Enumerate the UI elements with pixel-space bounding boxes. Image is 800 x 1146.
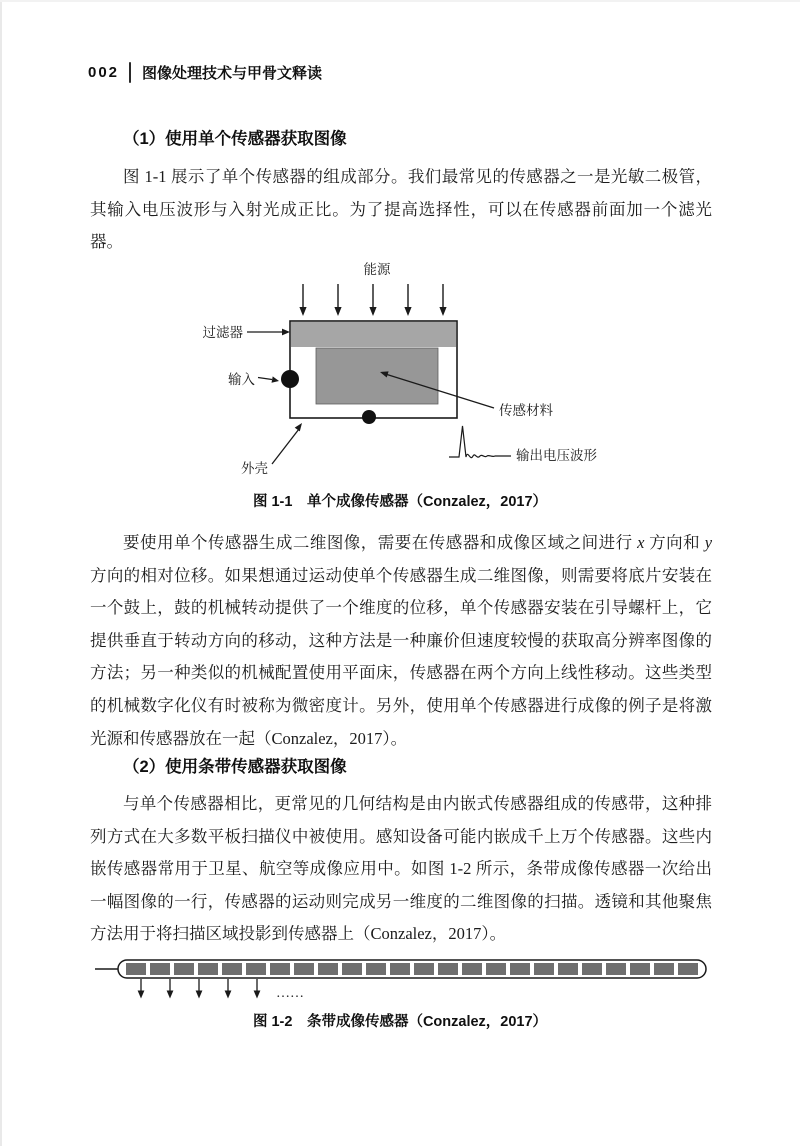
housing-label: 外壳	[241, 461, 268, 476]
paragraph-2	[90, 527, 712, 755]
sensing-material-rect	[316, 348, 438, 404]
strip-output-arrows	[138, 979, 261, 999]
page-number: 002	[88, 63, 120, 81]
variable-x: x	[637, 533, 645, 552]
variable-y: y	[704, 533, 713, 552]
paragraph-2-text-a: 要使用单个传感器生成二维图像，需要在传感器和成像区域之间进行	[123, 533, 638, 552]
figure-1-caption: 图 1-1 单个成像传感器（Conzalez，2017）	[252, 494, 548, 510]
output-waveform-label: 输出电压波形	[516, 448, 597, 463]
input-contact	[281, 370, 299, 388]
paragraph-2-text-b: 方向和	[644, 533, 705, 552]
sensing-material-label: 传感材料	[499, 403, 553, 418]
page-top-edge	[0, 0, 800, 2]
filter-label: 过滤器	[202, 325, 243, 340]
paragraph-3: 与单个传感器相比，更常见的几何结构是由内嵌式传感器组成的传感带，这种排列方式在大多数平板扫描仪中被使用。感知设备可能内嵌成千上万个传感器。这些内嵌传感器常用于卫星、航空等成像应用中。如图 1-2 所示，条带成像传感器一次给出一幅图像的一行，传感器的运动则完成另一维度的二维图像的扫描。透镜和其他聚焦方法用于将扫描区域投影到传感器上（Conzalez，2017）。	[90, 794, 712, 944]
output-contact	[362, 410, 376, 424]
figure-1-single-sensor	[0, 258, 800, 488]
paragraph-2-text-c: 方向的相对位移。如果想通过运动使单个传感器生成二维图像，则需要将底片安装在一个鼓上，鼓的机械转动提供了一个维度的位移，单个传感器安装在引导螺杆上，它提供垂直于转动方向的移动，这种方法是一种廉价但速度较慢的获取高分辨率图像的方法；另一种类似的机械配置使用平面床，传感器在两个方向上线性移动。这些类型的机械数字化仪有时被称为微密度计。另外，使用单个传感器进行成像的例子是将激光源和传感器放在一起（Conzalez，2017）。	[90, 565, 712, 748]
input-arrow	[258, 376, 279, 382]
output-waveform	[449, 426, 511, 458]
figure-2-strip-sensor	[0, 952, 800, 1004]
strip-sensor-diagram	[0, 952, 800, 1004]
page-header	[88, 60, 322, 84]
energy-arrows	[299, 284, 446, 316]
single-sensor-diagram	[0, 258, 800, 488]
strip-ellipsis: ……	[276, 986, 304, 1001]
energy-label: 能源	[363, 262, 391, 277]
section-heading-1: （1）使用单个传感器获取图像	[123, 130, 347, 148]
header-divider	[129, 62, 131, 83]
book-title: 图像处理技术与甲骨文释读	[142, 64, 323, 82]
housing-arrow	[272, 423, 302, 464]
filter-bar	[291, 322, 456, 347]
filter-arrow	[247, 329, 290, 336]
input-label: 输入	[228, 372, 255, 387]
section-heading-2: （2）使用条带传感器获取图像	[123, 758, 347, 776]
figure-2-caption: 图 1-2 条带成像传感器（Conzalez，2017）	[252, 1014, 548, 1030]
paragraph-1: 图 1-1 展示了单个传感器的组成部分。我们最常见的传感器之一是光敏二极管，其输入电压波形与入射光成正比。为了提高选择性，可以在传感器前面加一个滤光器。	[90, 167, 712, 252]
